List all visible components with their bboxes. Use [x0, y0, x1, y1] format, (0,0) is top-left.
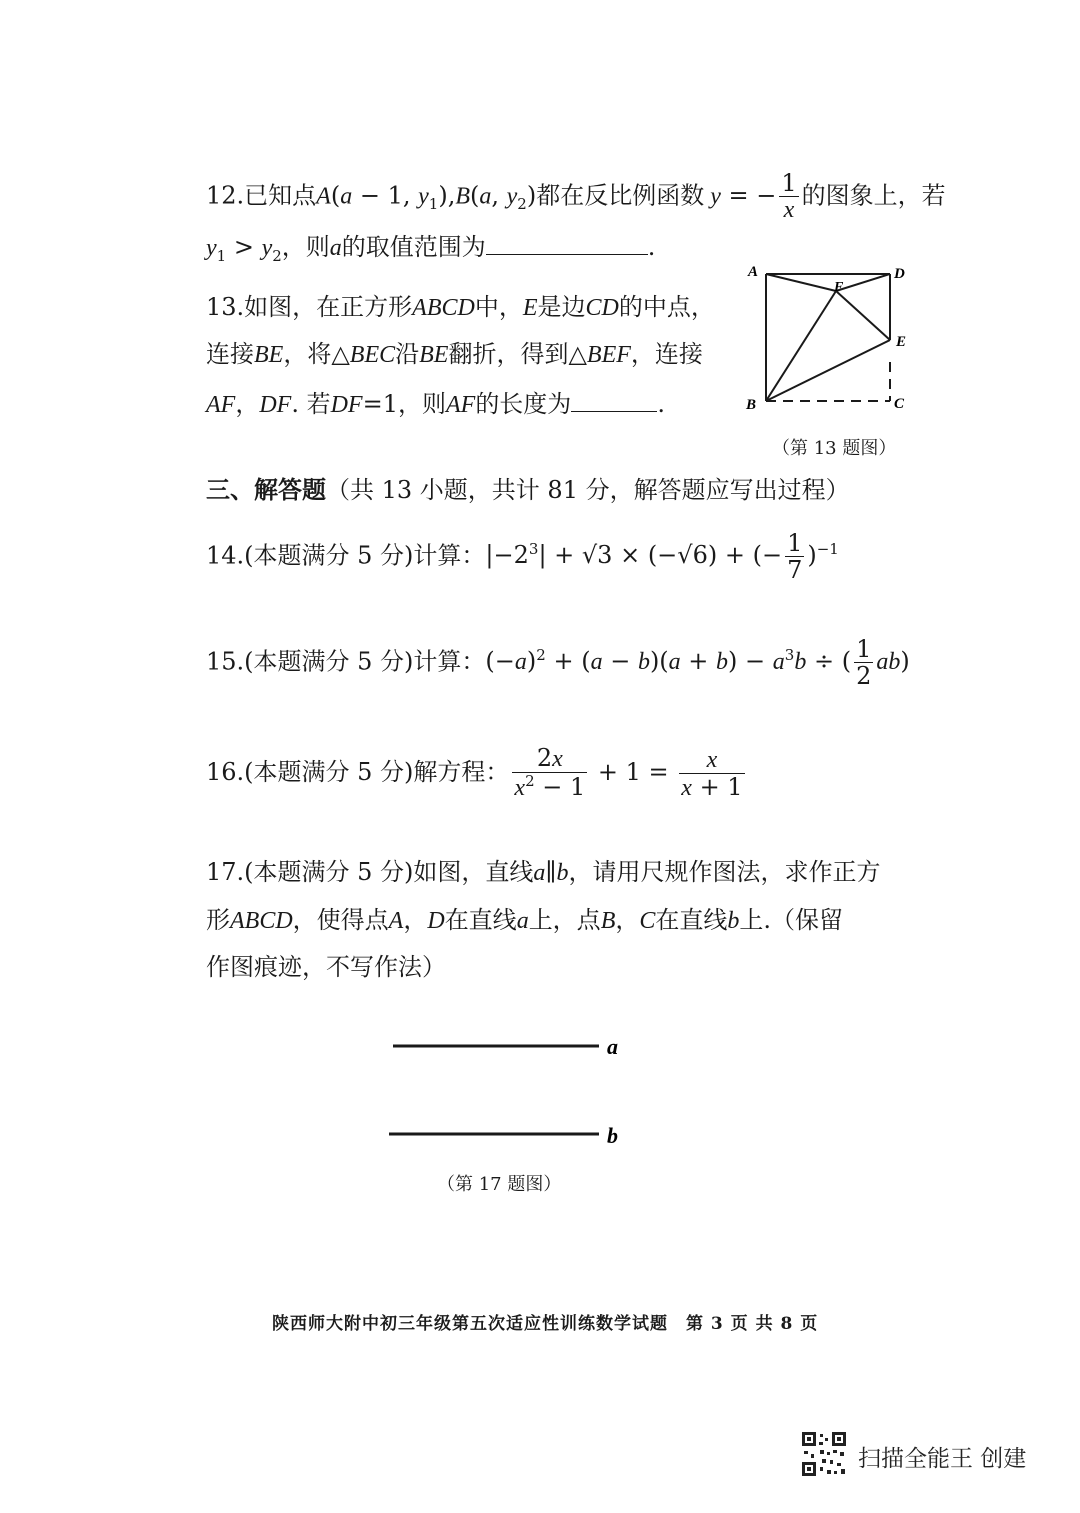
figure-13-caption: （第 13 题图）	[772, 438, 897, 459]
q12-answer-blank[interactable]	[486, 232, 648, 255]
question-12-line-2: $y_1 > y_2$，则a的取值范围为 .	[206, 233, 656, 265]
question-13-line-1: 13.如图，在正方形ABCD中，E是边CD的中点，	[206, 293, 715, 321]
figure-17-parallel-lines	[385, 1030, 635, 1160]
label-e: E	[896, 334, 907, 350]
q12-text-5: 的取值范围为	[341, 233, 486, 261]
q12-text: 12.已知点	[206, 181, 317, 210]
q15-prefix: 15.(本题满分 5 分)计算：	[206, 647, 486, 676]
label-a: A	[748, 264, 759, 280]
q16-right-fraction: $\frac{x}{x + 1}$	[681, 746, 743, 801]
section-3-heading	[206, 475, 850, 504]
label-d: D	[894, 266, 905, 282]
q13-text: 13.如图，在正方形	[206, 293, 413, 321]
figure-13-square-diagram	[740, 262, 920, 412]
q12-text-3: 的图象上，若	[801, 181, 946, 210]
segment-df	[836, 274, 890, 291]
q12-fraction: $\frac{1}{x}$	[781, 169, 797, 224]
segment-af	[766, 274, 836, 291]
label-f: F	[834, 280, 844, 295]
question-15: 15.(本题满分 5 分)计算：$(-a)^2 + (a - b)(a + b) - a^3b$ ÷ ( $\frac{1}{2}$ ab)	[206, 635, 910, 691]
qr-code-icon	[800, 1430, 848, 1478]
q12-text-2: 都在反比例函数	[536, 181, 705, 210]
q15-expression: $(-a)^2 + (a - b)(a + b) - a^3b$ ÷ (	[485, 646, 852, 676]
q14-prefix: 14.(本题满分 5 分)计算：	[206, 541, 486, 570]
label-c: C	[894, 396, 905, 412]
question-17-line-1: 17.(本题满分 5 分)如图，直线a∥b，请用尺规作图法，求作正方	[206, 858, 881, 886]
q12-var-a: a	[329, 235, 342, 261]
question-13-line-2: 连接BE，将△BEC沿BE翻折，得到△BEF，连接	[206, 340, 703, 368]
question-16: 16.(本题满分 5 分)解方程： $\frac{2x}{x^2 - 1}$ + 1 = $\frac{x}{x + 1}$	[206, 744, 743, 802]
question-17-line-2: 形ABCD，使得点A，D在直线a上，点B，C在直线b上.（保留	[206, 906, 844, 934]
segment-fe	[836, 291, 890, 340]
q12-text-4: ，则	[281, 233, 330, 261]
label-b: B	[746, 397, 757, 412]
question-17-line-3: 作图痕迹，不写作法）	[206, 953, 446, 981]
q14-fraction: $\frac{1}{7}$	[787, 529, 803, 585]
q13-answer-blank[interactable]	[571, 389, 657, 412]
figure-17-caption: （第 17 题图）	[437, 1174, 562, 1195]
section-3-title: 三、解答题	[206, 475, 326, 504]
q16-prefix: 16.(本题满分 5 分)解方程：	[206, 757, 510, 786]
section-3-description: （共 13 小题，共计 81 分，解答题应写出过程）	[326, 476, 850, 504]
q16-left-fraction: $\frac{2x}{x^2 - 1}$	[514, 744, 586, 802]
label-line-b: b	[607, 1123, 618, 1148]
page-footer: 陕西师大附中初三年级第五次适应性训练数学试题 第 3 页 共 8 页	[272, 1314, 819, 1334]
q14-expression: $|-2^3| + √3 \times (-√6)$ + (−	[485, 540, 783, 570]
question-12-line-1: 12.已知点A(a − 1, $y_1),B(a$, $y_2$)都在反比例函数 y = − $\frac{1}{x}$ 的图象上，若	[206, 169, 946, 224]
question-13-line-3: AF，DF. 若DF=1，则AF的长度为 .	[206, 390, 665, 418]
q12-point-a: A	[316, 183, 331, 210]
watermark-text: 扫描全能王 创建	[858, 1446, 1027, 1472]
q12-period: .	[647, 233, 656, 261]
label-line-a: a	[607, 1034, 618, 1059]
question-14: 14.(本题满分 5 分)计算：$|-2^3| + √3 \times (-√6)$ + (− $\frac{1}{7}$ )$^{-1}$	[206, 529, 839, 585]
q15-fraction: $\frac{1}{2}$	[856, 635, 872, 691]
